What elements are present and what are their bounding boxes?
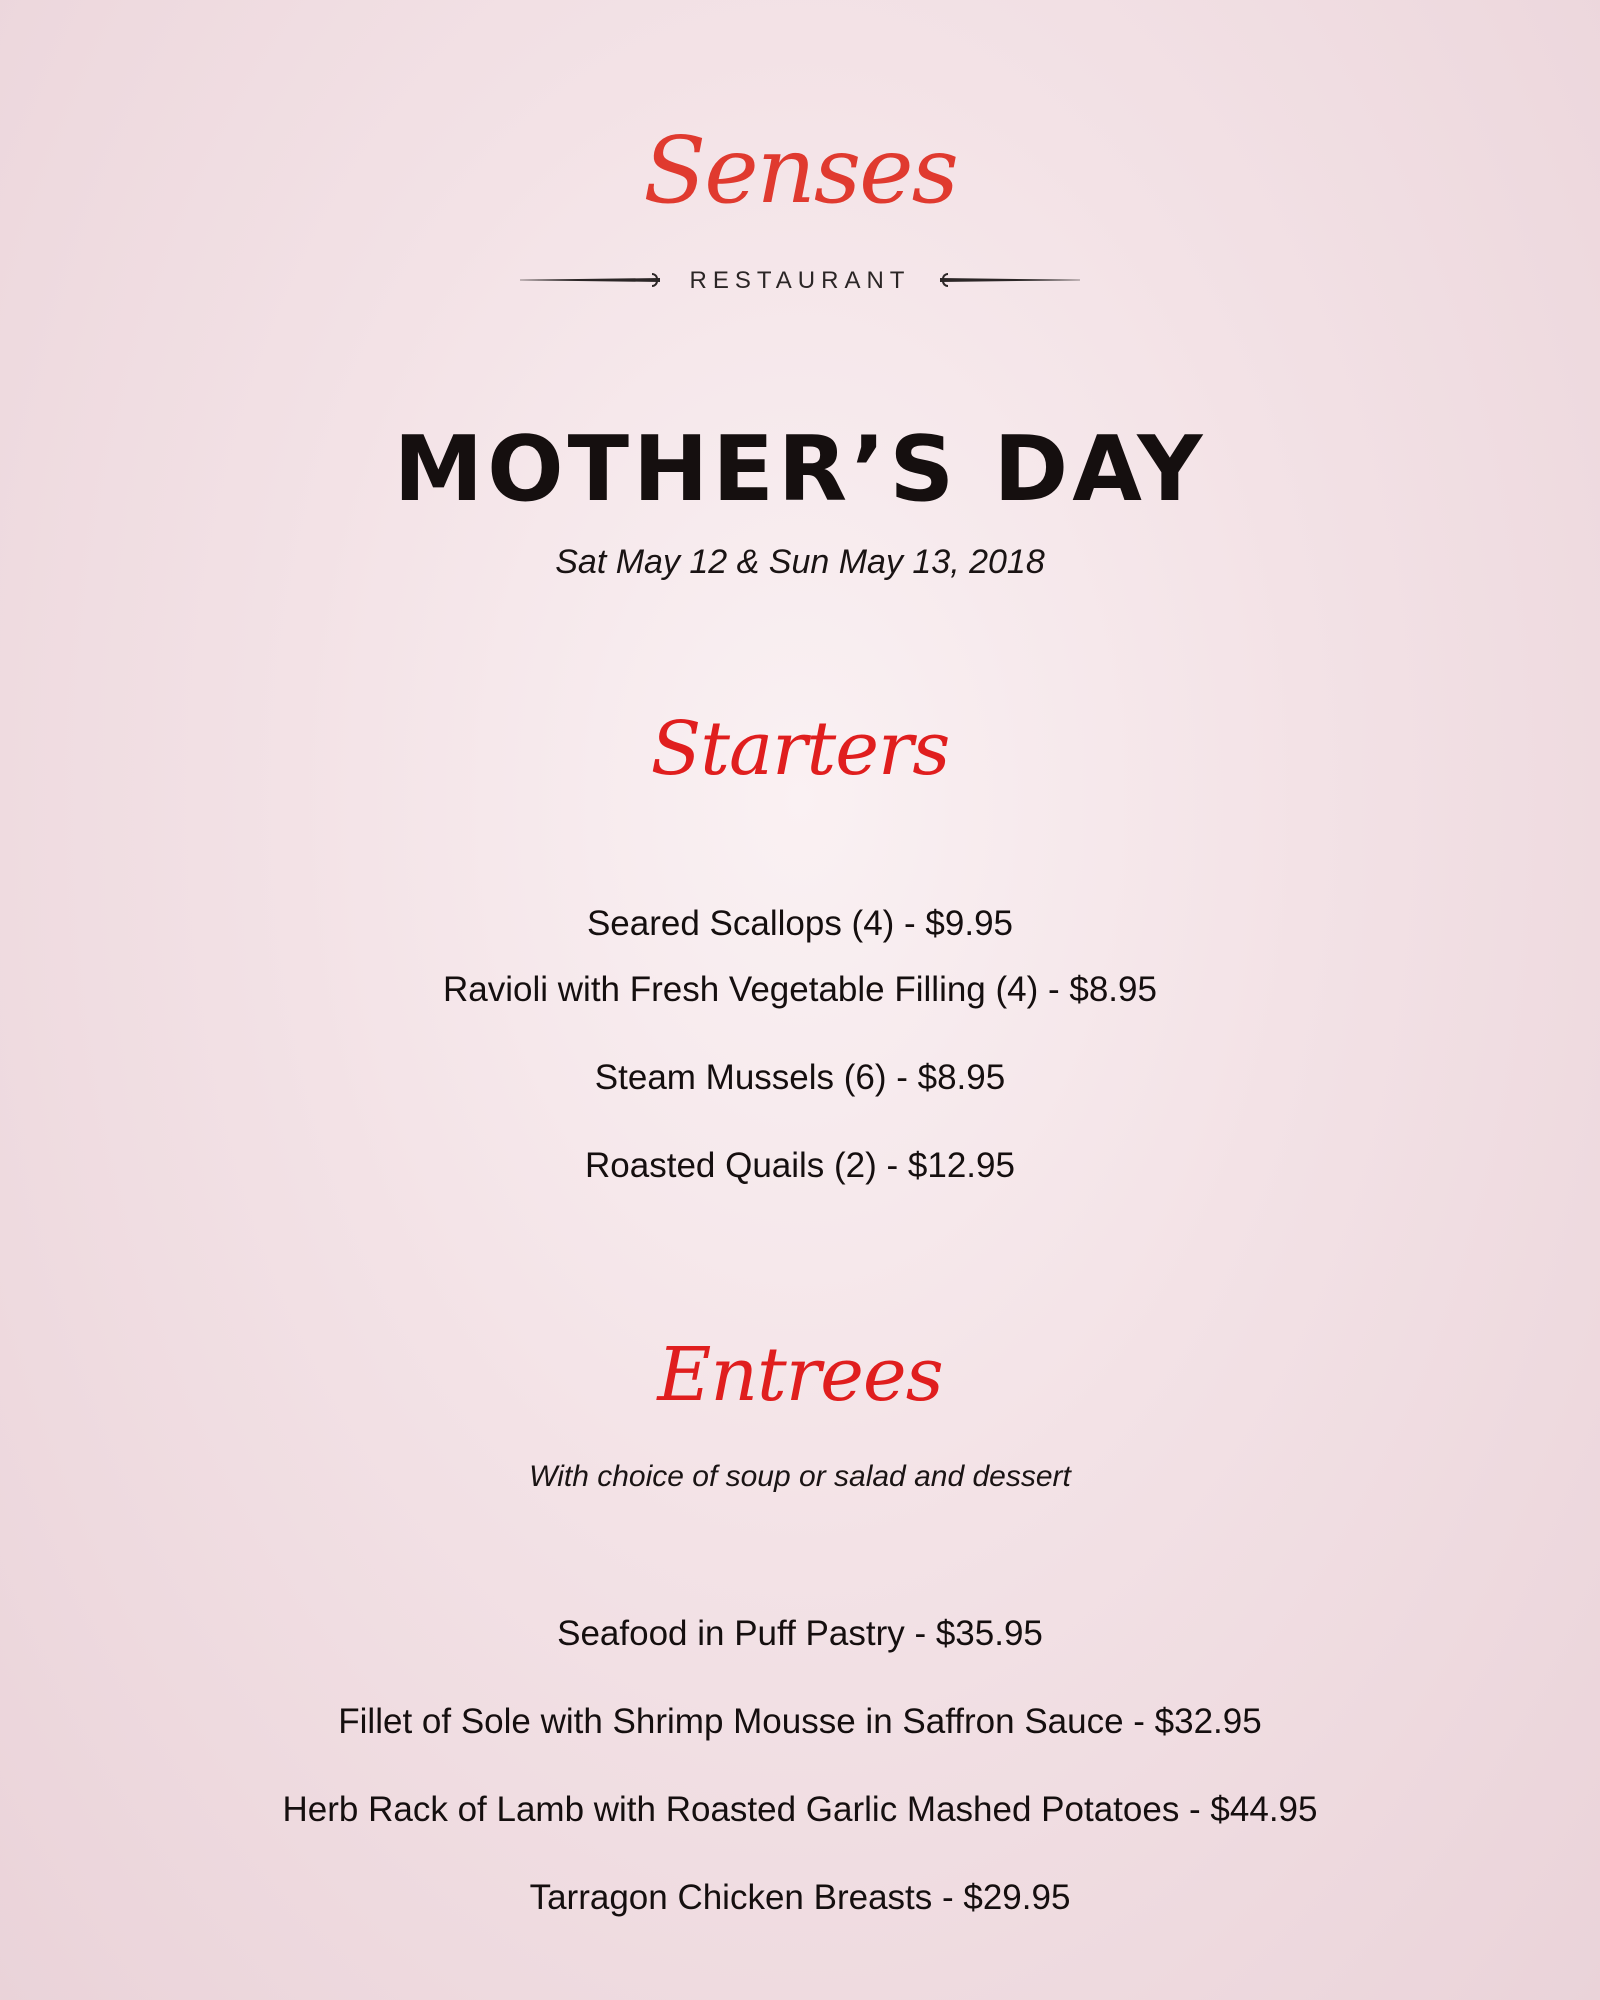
entrees-heading: Entrees xyxy=(657,1332,943,1418)
event-dates: Sat May 12 & Sun May 13, 2018 xyxy=(555,543,1045,581)
event-title: MOTHER’S DAY xyxy=(393,417,1207,522)
starters-heading: Starters xyxy=(650,706,950,792)
entrees-note: With choice of soup or salad and dessert xyxy=(529,1460,1071,1493)
entree-item: Tarragon Chicken Breasts - $29.95 xyxy=(529,1878,1071,1917)
entree-item: Seafood in Puff Pastry - $35.95 xyxy=(557,1614,1043,1653)
starter-item: Roasted Quails (2) - $12.95 xyxy=(585,1146,1015,1185)
brand-logo-subtitle-row xyxy=(0,266,1600,296)
brand-logo-subtitle: RESTAURANT xyxy=(689,267,911,294)
starter-item: Steam Mussels (6) - $8.95 xyxy=(594,1058,1006,1097)
entree-item: Herb Rack of Lamb with Roasted Garlic Mashed Potatoes - $44.95 xyxy=(282,1790,1318,1829)
brand-logo-name: Senses xyxy=(643,117,957,224)
starter-item: Seared Scallops (4) - $9.95 xyxy=(586,904,1014,943)
starter-item: Ravioli with Fresh Vegetable Filling (4) - $8.95 xyxy=(443,970,1157,1009)
entree-item: Fillet of Sole with Shrimp Mousse in Saffron Sauce - $32.95 xyxy=(338,1702,1262,1741)
